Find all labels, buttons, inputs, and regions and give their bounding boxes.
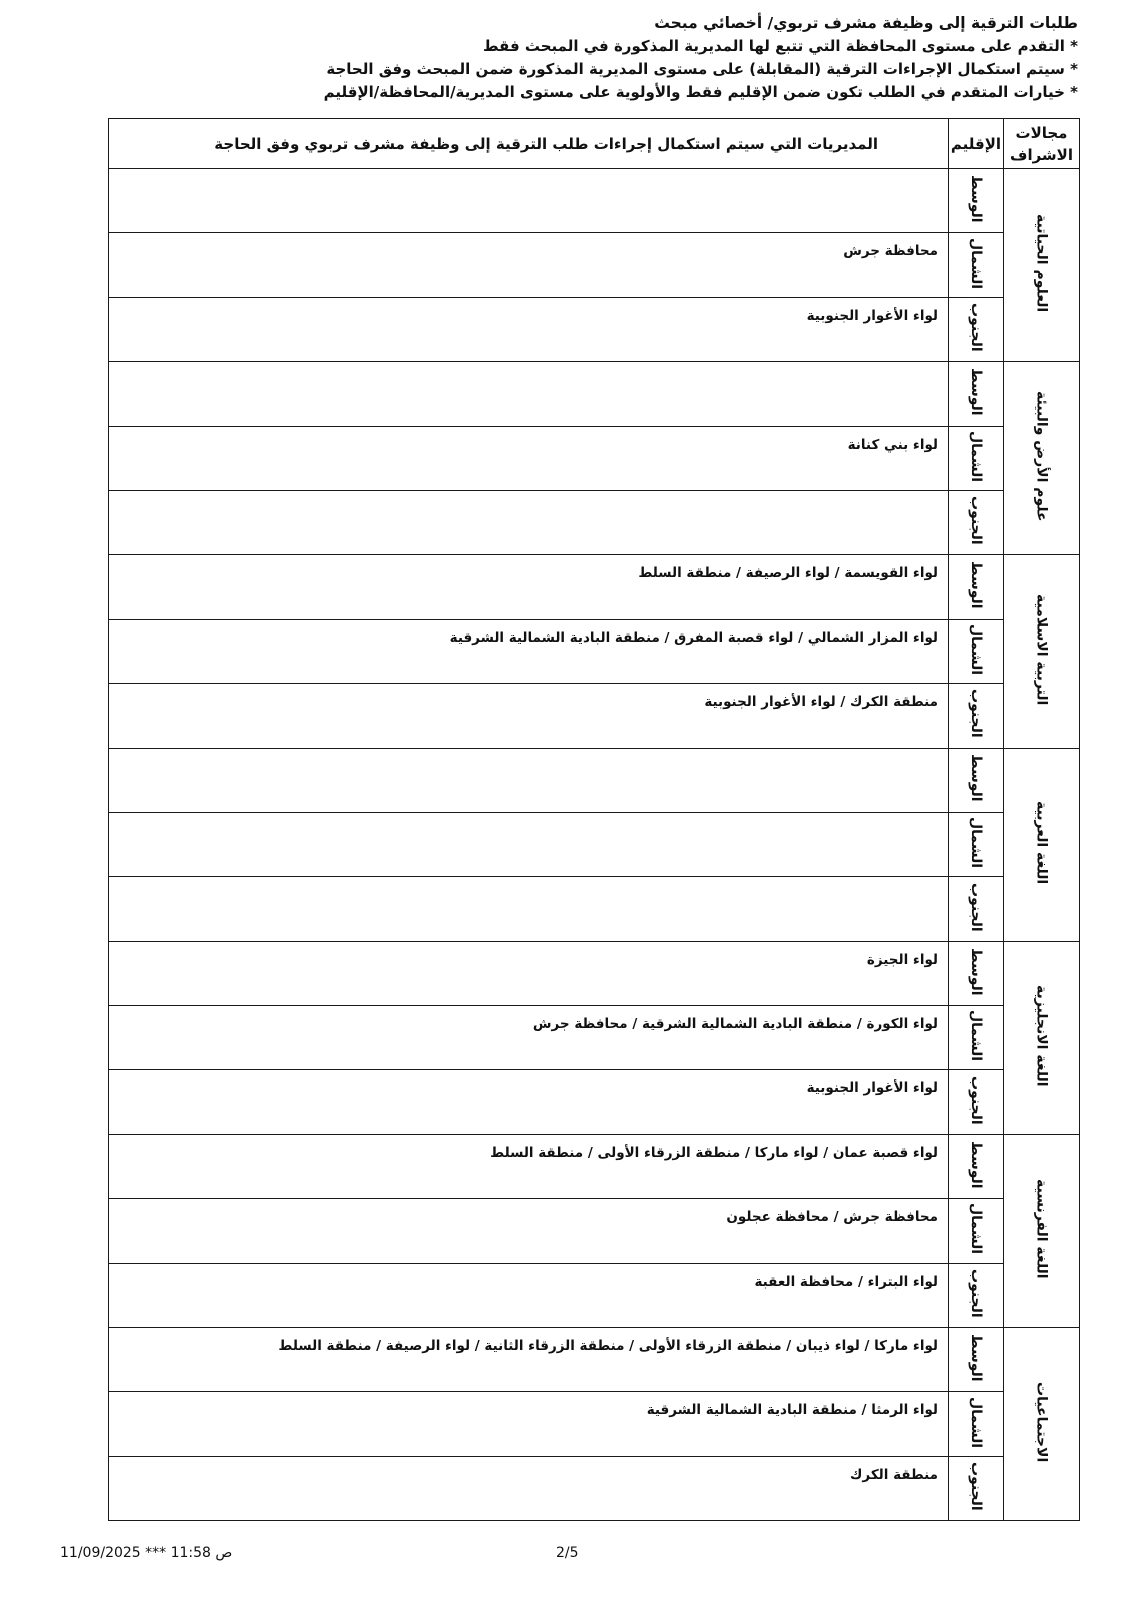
directorates-cell: لواء الأغوار الجنوبية	[109, 297, 949, 361]
field-label: اللغة الانجليزية	[1033, 985, 1050, 1087]
region-cell	[949, 684, 1004, 748]
region-label: الشمال	[968, 817, 984, 869]
directorates-cell: لواء الأغوار الجنوبية	[109, 1070, 949, 1134]
field-label: علوم الأرض والبيئة	[1033, 390, 1050, 522]
header-region: الإقليم	[949, 119, 1004, 169]
region-cell	[949, 877, 1004, 941]
region-cell	[949, 1263, 1004, 1327]
directorates-cell: لواء بني كنانة	[109, 426, 949, 490]
directorates-cell: محافظة جرش / محافظة عجلون	[109, 1199, 949, 1263]
region-cell	[949, 233, 1004, 297]
table-row	[109, 684, 1080, 748]
region-label: الشمال	[968, 623, 984, 675]
table-row	[109, 877, 1080, 941]
table-row	[109, 490, 1080, 554]
region-label: الجنوب	[968, 1462, 984, 1511]
directorates-cell	[109, 877, 949, 941]
region-cell	[949, 426, 1004, 490]
field-cell	[1004, 1328, 1080, 1521]
field-cell	[1004, 362, 1080, 555]
table-row	[109, 1392, 1080, 1456]
directorates-cell: لواء الكورة / منطقة البادية الشمالية الشرقية / محافظة جرش	[109, 1006, 949, 1070]
directorates-cell	[109, 362, 949, 426]
region-label: الجنوب	[968, 689, 984, 739]
directorates-cell: لواء ماركا / لواء ذيبان / منطقة الزرقاء الأولى / منطقة الزرقاء الثانية / لواء الرصيفة / منطقة السلط	[109, 1328, 949, 1392]
table-row	[109, 169, 1080, 233]
region-label: الشمال	[968, 430, 984, 482]
region-label: الجنوب	[968, 1075, 984, 1125]
region-label: الجنوب	[968, 882, 984, 932]
region-label: الوسط	[968, 754, 984, 802]
note-line: * التقدم على مستوى المحافظة التي تتبع لها المديرية المذكورة في المبحث فقط	[482, 37, 1078, 55]
field-label: العلوم الحياتية	[1033, 214, 1050, 313]
directorates-table	[108, 118, 1080, 1521]
table-row	[109, 362, 1080, 426]
region-cell	[949, 1456, 1004, 1520]
region-cell	[949, 1134, 1004, 1198]
footer-page-number: 2/5	[556, 1545, 579, 1561]
region-label: الجنوب	[968, 303, 984, 352]
region-label: الوسط	[968, 1333, 984, 1382]
region-cell	[949, 748, 1004, 812]
region-label: الوسط	[968, 1140, 984, 1189]
table-header-row	[109, 119, 1080, 169]
region-label: الوسط	[968, 561, 984, 609]
region-label: الجنوب	[968, 1268, 984, 1318]
table-row	[109, 297, 1080, 361]
table-row	[109, 1328, 1080, 1392]
region-label: الوسط	[968, 947, 984, 996]
region-cell	[949, 1392, 1004, 1456]
region-cell	[949, 941, 1004, 1005]
table-row	[109, 1006, 1080, 1070]
table-row	[109, 233, 1080, 297]
table-row	[109, 555, 1080, 619]
field-label: اللغة العربية	[1033, 801, 1050, 885]
field-cell	[1004, 169, 1080, 362]
field-cell	[1004, 1134, 1080, 1327]
directorates-cell: لواء الرمثا / منطقة البادية الشمالية الشرقية	[109, 1392, 949, 1456]
region-label: الوسط	[968, 174, 984, 223]
region-cell	[949, 169, 1004, 233]
header-fields-line2: الاشراف	[1010, 145, 1073, 164]
directorates-cell: منطقة الكرك	[109, 1456, 949, 1520]
region-label: الشمال	[968, 1396, 984, 1448]
field-cell	[1004, 941, 1080, 1134]
directorates-cell: لواء قصبة عمان / لواء ماركا / منطقة الزرقاء الأولى / منطقة السلط	[109, 1134, 949, 1198]
table-row	[109, 1456, 1080, 1520]
field-label: اللغة الفرنسية	[1033, 1179, 1050, 1279]
directorates-cell	[109, 169, 949, 233]
directorates-cell: لواء الجيزة	[109, 941, 949, 1005]
directorates-cell: محافظة جرش	[109, 233, 949, 297]
document-header	[48, 12, 1078, 104]
table-row	[109, 1263, 1080, 1327]
region-cell	[949, 812, 1004, 876]
table-row	[109, 426, 1080, 490]
table-row	[109, 1070, 1080, 1134]
table-row	[109, 1199, 1080, 1263]
table-row	[109, 1134, 1080, 1198]
region-cell	[949, 490, 1004, 554]
note-line: * سيتم استكمال الإجراءات الترقية (المقابلة) على مستوى المديرية المذكورة ضمن المبحث وفق الحاجة	[326, 60, 1078, 78]
note-line: * خيارات المتقدم في الطلب تكون ضمن الإقليم فقط والأولوية على مستوى المديرية/المحافظة/الإقليم	[323, 83, 1078, 101]
header-fields-line1: مجالات	[1015, 123, 1068, 142]
directorates-cell	[109, 490, 949, 554]
directorates-cell: لواء القويسمة / لواء الرصيفة / منطقة السلط	[109, 555, 949, 619]
header-fields	[1004, 119, 1080, 169]
region-label: الشمال	[968, 237, 984, 289]
field-cell	[1004, 555, 1080, 748]
region-cell	[949, 555, 1004, 619]
region-cell	[949, 1006, 1004, 1070]
field-label: الاجتماعيات	[1033, 1381, 1050, 1463]
field-label: التربية الاسلامية	[1033, 593, 1050, 706]
region-cell	[949, 362, 1004, 426]
table-row	[109, 619, 1080, 683]
region-cell	[949, 1328, 1004, 1392]
table-row	[109, 812, 1080, 876]
document-title: طلبات الترقية إلى وظيفة مشرف تربوي/ أخصائي مبحث	[654, 14, 1078, 32]
field-cell	[1004, 748, 1080, 941]
region-cell	[949, 297, 1004, 361]
header-directorates: المديريات التي سيتم استكمال إجراءات طلب الترقية إلى وظيفة مشرف تربوي وفق الحاجة	[109, 119, 949, 169]
region-label: الشمال	[968, 1010, 984, 1062]
directorates-cell: منطقة الكرك / لواء الأغوار الجنوبية	[109, 684, 949, 748]
region-cell	[949, 619, 1004, 683]
region-cell	[949, 1199, 1004, 1263]
table-row	[109, 748, 1080, 812]
table-row	[109, 941, 1080, 1005]
region-cell	[949, 1070, 1004, 1134]
footer-timestamp: ص 11:58 *** 11/09/2025	[60, 1545, 233, 1561]
directorates-cell	[109, 812, 949, 876]
directorates-cell	[109, 748, 949, 812]
directorates-cell: لواء البتراء / محافظة العقبة	[109, 1263, 949, 1327]
directorates-cell: لواء المزار الشمالي / لواء قصبة المفرق / منطقة البادية الشمالية الشرقية	[109, 619, 949, 683]
region-label: الشمال	[968, 1203, 984, 1255]
region-label: الوسط	[968, 368, 984, 416]
region-label: الجنوب	[968, 496, 984, 545]
